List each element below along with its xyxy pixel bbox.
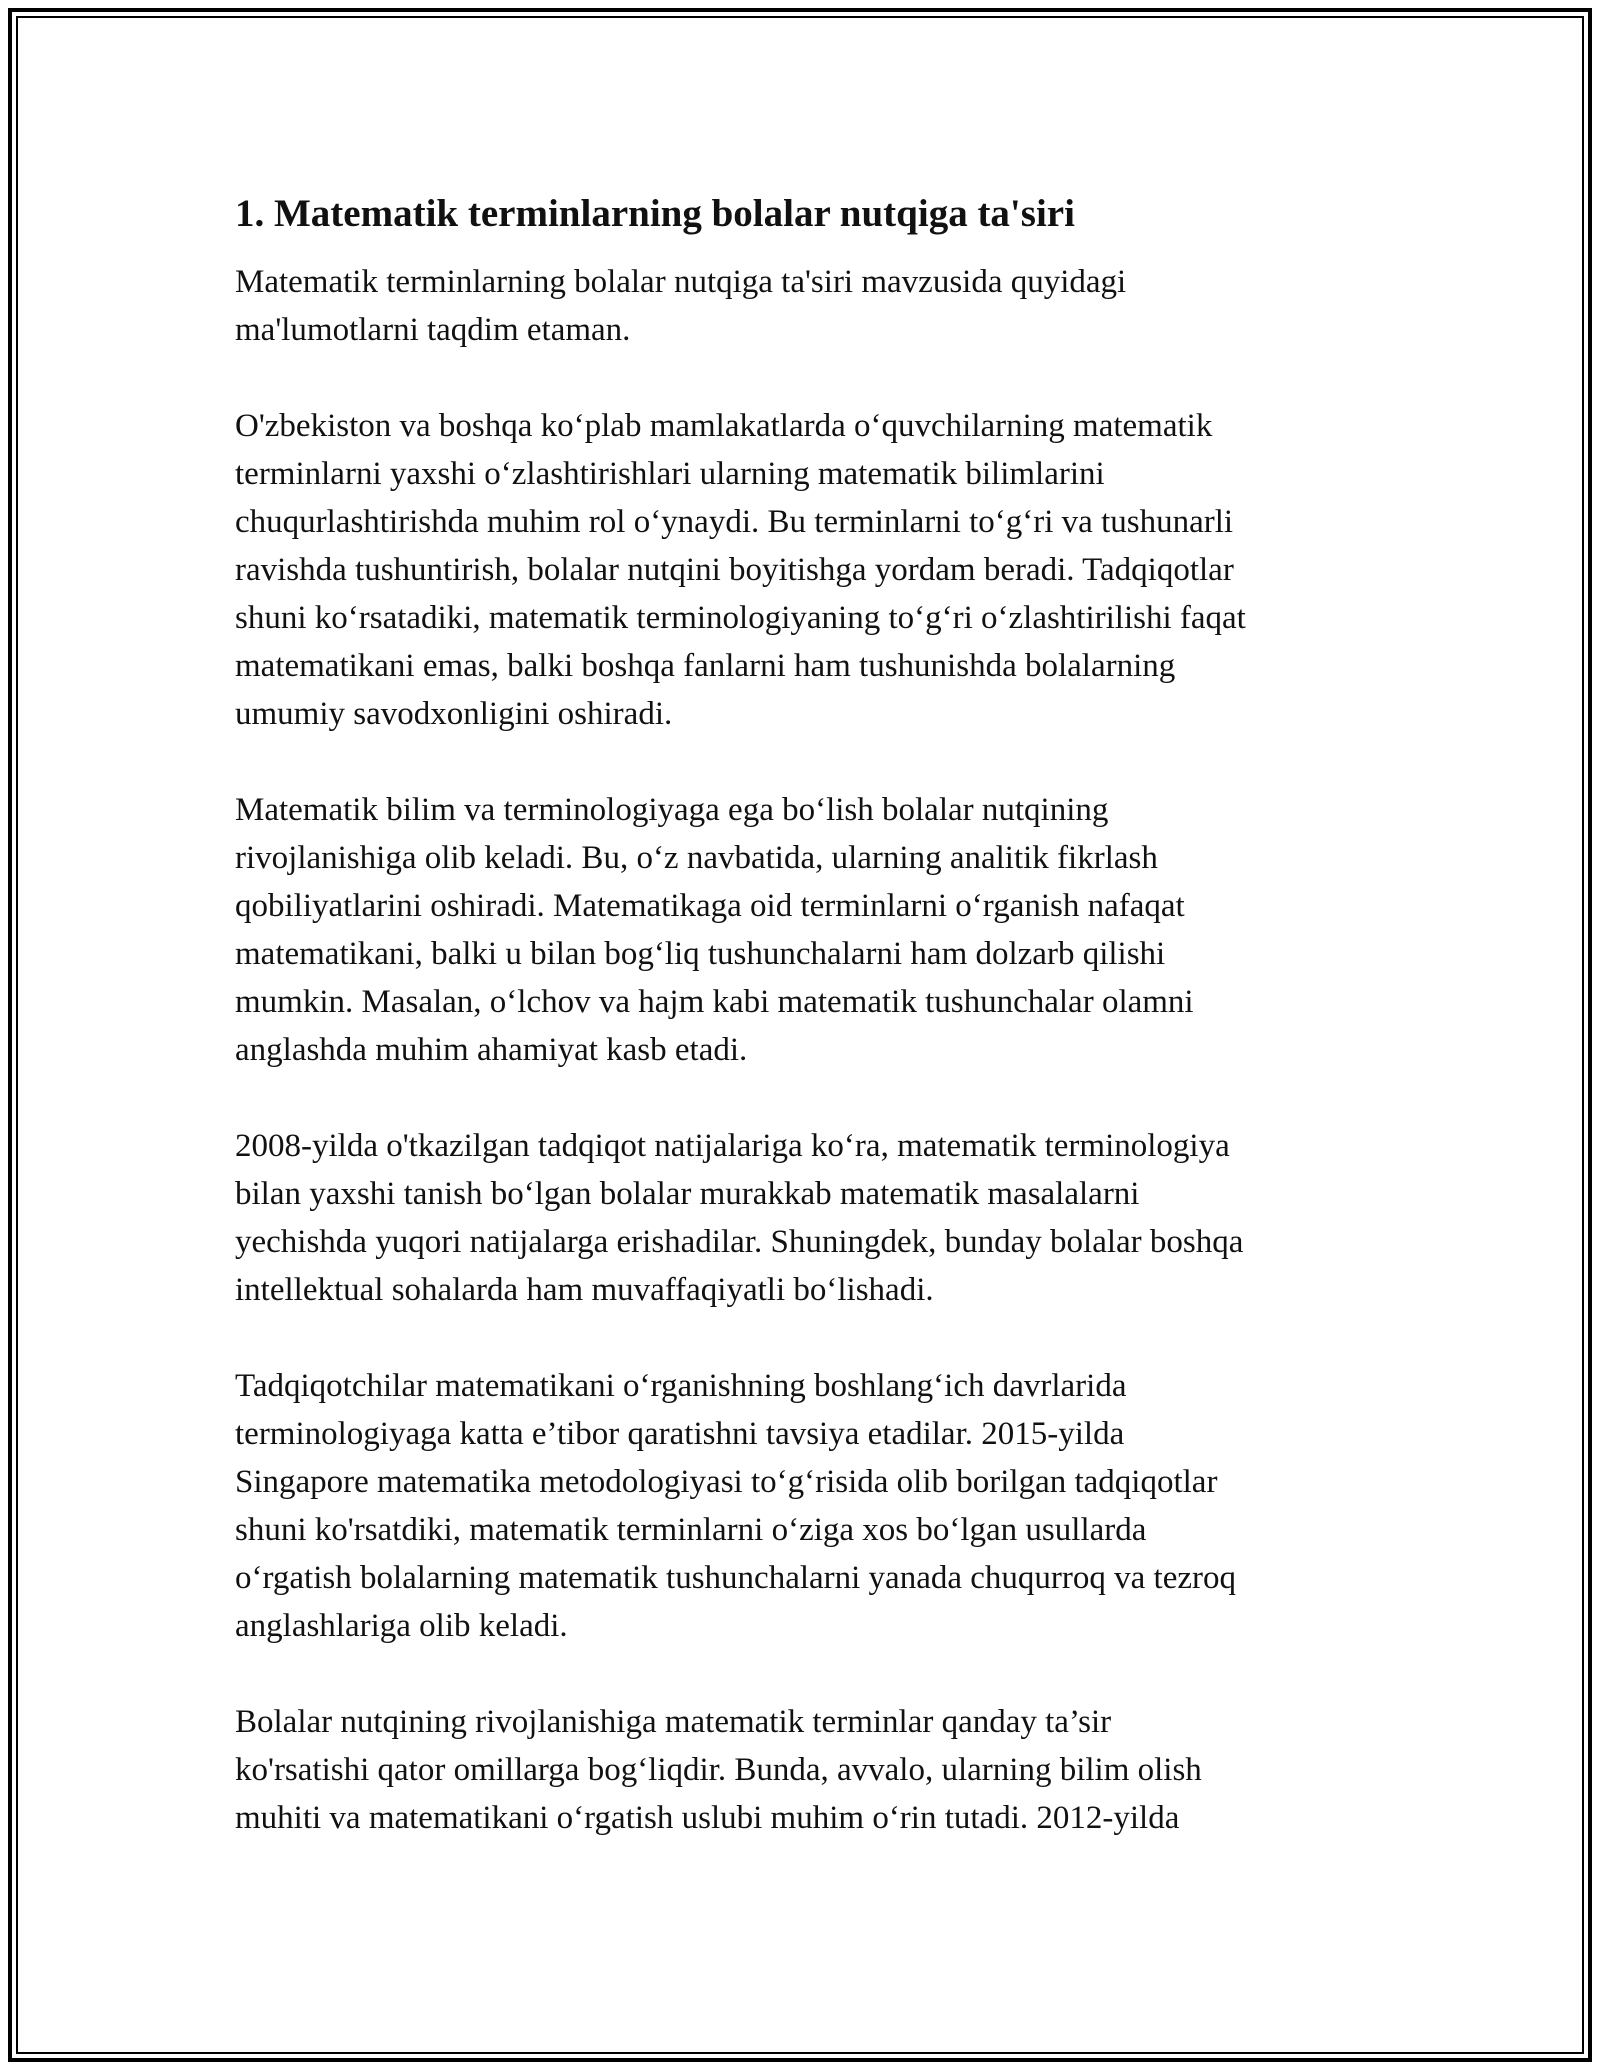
paragraph-intro: Matematik terminlarning bolalar nutqiga ta'siri mavzusida quyidagi ma'lumotlarni taqdim etaman.: [235, 264, 1127, 348]
section-heading: 1. Matematik terminlarning bolalar nutqiga ta'siri: [235, 192, 1075, 235]
paragraph-uzbekistan: O'zbekiston va boshqa koʻplab mamlakatlarda oʻquvchilarning matematik terminlarni yaxshi oʻzlashtirishlari ularning matematik bilimlarini chuqurlashtirishda muhim rol oʻynaydi. Bu terminlarni toʻgʻri va tushunarli ravishda tushuntirish, bolalar nutqini boyitishga yordam beradi. Tadqiqotlar shuni koʻrsatadiki, matematik terminologiyaning toʻgʻri oʻzlashtirilishi faqat matematikani emas, balki boshqa fanlarni ham tushunishda bolalarning umumiy savodxonligini oshiradi.: [235, 408, 1246, 732]
document-body: [235, 190, 1375, 1890]
paragraph-knowledge: Matematik bilim va terminologiyaga ega boʻlish bolalar nutqining rivojlanishiga olib keladi. Bu, oʻz navbatida, ularning analitik fikrlash qobiliyatlarini oshiradi. Matematikaga oid terminlarni oʻrganish nafaqat matematikani, balki u bilan bogʻliq tushunchalarni ham dolzarb qilishi mumkin. Masalan, oʻlchov va hajm kabi matematik tushunchalar olamni anglashda muhim ahamiyat kasb etadi.: [235, 792, 1194, 1068]
paragraph-factors: Bolalar nutqining rivojlanishiga matematik terminlar qanday ta’sir ko'rsatishi qator omillarga bogʻliqdir. Bunda, avvalo, ularning bilim olish muhiti va matematikani oʻrgatish uslubi muhim oʻrin tutadi. 2012-yilda: [235, 1704, 1202, 1836]
paragraph-researchers: Tadqiqotchilar matematikani oʻrganishning boshlangʻich davrlarida terminologiyaga katta e’tibor qaratishni tavsiya etadilar. 2015-yilda Singapore matematika metodologiyasi toʻgʻrisida olib borilgan tadqiqotlar shuni ko'rsatdiki, matematik terminlarni oʻziga xos boʻlgan usullarda oʻrgatish bolalarning matematik tushunchalarni yanada chuqurroq va tezroq anglashlariga olib keladi.: [235, 1368, 1236, 1644]
paragraph-2008-study: 2008-yilda o'tkazilgan tadqiqot natijalariga koʻra, matematik terminologiya bilan yaxshi tanish boʻlgan bolalar murakkab matematik masalalarni yechishda yuqori natijalarga erishadilar. Shuningdek, bunday bolalar boshqa intellektual sohalarda ham muvaffaqiyatli boʻlishadi.: [235, 1128, 1244, 1308]
